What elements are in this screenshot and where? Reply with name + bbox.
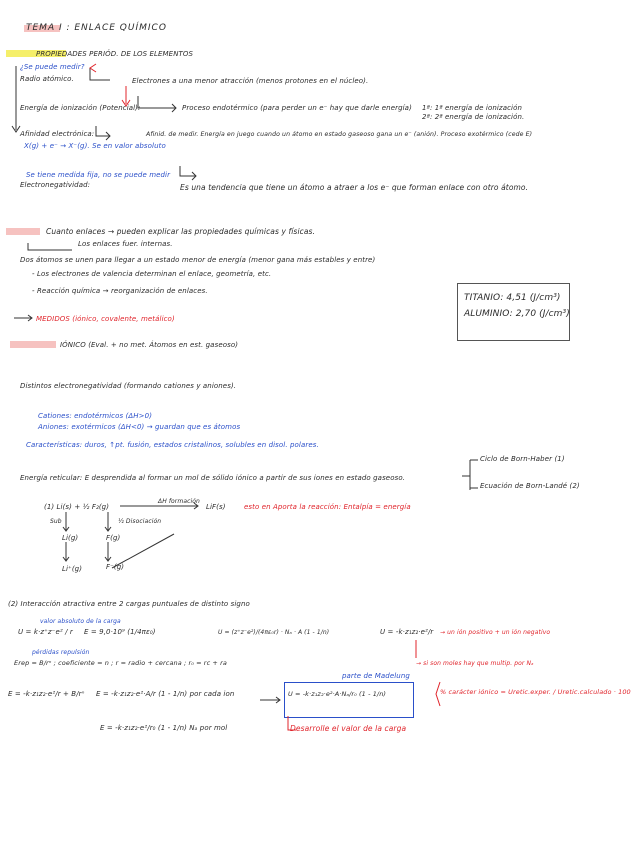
lattice-formula-short: U = (z⁺z⁻e²)/(4πε₀r) · Nₐ · A (1 - 1/n) xyxy=(218,629,330,636)
radius-explanation: Electrones a una menor atracción (menos protones en el núcleo). xyxy=(132,77,369,85)
electronegativity-explanation: Es una tendencia que tiene un átomo a atraer a los e⁻ que forman enlace con otro átomo. xyxy=(180,183,529,192)
energy-formula-boxed: U = -k·z₁z₂·e²/r xyxy=(380,628,434,636)
born-haber-ref: Ciclo de Born-Haber (1) xyxy=(480,455,565,463)
affinity-explanation: Afinid. de medir. Energía en juego cuando un átomo en estado gaseoso gana un e⁻ (anión). Proceso exotérmico (cede E) xyxy=(146,131,533,138)
ionic-character-formula: % carácter iónico = Uretic.exper. / Uretic.calculado · 100 xyxy=(440,688,631,696)
cations-note: Cationes: endotérmicos (ΔH>0) xyxy=(38,412,153,420)
born-lande-formula: U = -k·z₁z₂·e²·A·Nₐ/r₀ (1 - 1/n) xyxy=(288,690,387,698)
measurable-note: ¿Se puede medir? xyxy=(20,63,85,71)
ionization-explanation: Proceso endotérmico (para perder un e⁻ hay que darle energía) xyxy=(182,104,412,112)
sublimation-label: Sub xyxy=(50,518,62,525)
fixed-measure-note: Se tiene medida fija, no se puede medir xyxy=(26,171,171,179)
left-arrow-icon xyxy=(12,66,20,132)
repulsion-label: pérdidas repulsión xyxy=(32,649,90,656)
periodic-properties-heading: PROPIEDADES PERIÓD. DE LOS ELEMENTOS xyxy=(36,50,194,58)
first-ionization-note: 1ª: 1ª energía de ionización xyxy=(422,104,523,112)
charge-abs-note: valor absoluto de la carga xyxy=(40,618,121,625)
fluorine-gas: F(g) xyxy=(106,534,121,542)
second-ionization-note: 2ª: 2ª energía de ionización. xyxy=(422,113,525,121)
repulsion-formula: Erep = B/rⁿ ; coeficiente = n ; r = radio + cercana ; r₀ = rc + ra xyxy=(14,659,227,667)
lower-energy-statement: Dos átomos se unen para llegar a un estado menor de energía (menor gana más estables y entre) xyxy=(20,256,376,264)
k-constant: E = 9,0·10⁹ (1/4πε₀) xyxy=(84,628,156,636)
born-lande-ref: Ecuación de Born-Landé (2) xyxy=(480,482,580,490)
dissociation-label: ½ Disociación xyxy=(118,518,162,525)
page-title: TEMA I : ENLACE QUÍMICO xyxy=(26,23,167,33)
electronegativity-difference: Distintos electronegatividad (formando cationes y aniones). xyxy=(20,382,237,390)
cycle-product: LiF(s) xyxy=(206,503,226,511)
affinity-equation: X(g) + e⁻ → X⁻(g). Se en valor absoluto xyxy=(24,142,166,150)
anions-note: Aniones: exotérmicos (ΔH<0) → guardan que es átomos xyxy=(38,423,241,431)
chemical-reaction-note: - Reacción química → reorganización de enlaces. xyxy=(32,287,208,295)
valence-electrons-note: - Los electrones de valencia determinan el enlace, geometría, etc. xyxy=(32,270,272,278)
per-ion-formula: E = -k·z₁z₂·e²·A/r (1 - 1/n) por cada ion xyxy=(96,690,235,698)
fluoride-ion: F⁻(g) xyxy=(106,563,125,571)
coulomb-interaction-heading: (2) Interacción atractiva entre 2 cargas puntuales de distinto signo xyxy=(8,600,250,608)
electron-affinity-label: Afinidad electrónica: xyxy=(20,130,95,138)
bonds-explain-properties: Cuanto enlaces → pueden explicar las propiedades químicas y físicas. xyxy=(46,227,316,236)
charge-develop-note: Desarrolle el valor de la carga xyxy=(290,724,407,733)
lithium-ion: Li⁺(g) xyxy=(62,565,83,573)
characteristics: Características: duros, ↑pt. fusión, estados cristalinos, solubles en disol. polares. xyxy=(26,441,319,449)
aluminium-density: ALUMINIO: 2,70 (J/cm³) xyxy=(464,309,570,319)
ion-pair-note: → un ión positivo + un ión negativo xyxy=(440,629,551,636)
avogadro-note: → si son moles hay que multip. por Nₐ xyxy=(416,660,534,667)
enthalpy-note: esto en Aporta la reacción: Entalpía = energía xyxy=(244,503,411,511)
madelung-note: parte de Madelung xyxy=(342,672,410,680)
internal-forces-note: Los enlaces fuer. internas. xyxy=(78,240,173,248)
per-mol-formula: E = -k·z₁z₂·e²/r₀ (1 - 1/n) Nₐ por mol xyxy=(100,724,228,732)
electronegativity-label: Electronegatividad: xyxy=(20,181,91,189)
atomic-radius-label: Radio atómico. xyxy=(20,75,74,83)
formation-enthalpy-label: ΔH formación xyxy=(158,498,200,505)
bond-types-list: MEDIDOS (iónico, covalente, metálico) xyxy=(36,315,175,323)
ionization-energy-label: Energía de ionización (Potencial): xyxy=(20,104,141,112)
titanium-density: TITANIO: 4,51 (J/cm³) xyxy=(464,293,561,303)
total-energy-formula: E = -k·z₁z₂·e²/r + B/rⁿ xyxy=(8,690,85,698)
lattice-energy-definition: Energía reticular: E desprendida al formar un mol de sólido iónico a partir de sus iones en estado gaseoso. xyxy=(20,474,406,482)
ionic-heading: IÓNICO (Eval. + no met. Átomos en est. gaseoso) xyxy=(60,341,239,349)
cycle-reactants: (1) Li(s) + ½ F₂(g) xyxy=(44,503,110,511)
coulomb-formula: U = k·z⁺z⁻e² / r xyxy=(18,628,73,636)
lithium-gas: Li(g) xyxy=(62,534,79,542)
